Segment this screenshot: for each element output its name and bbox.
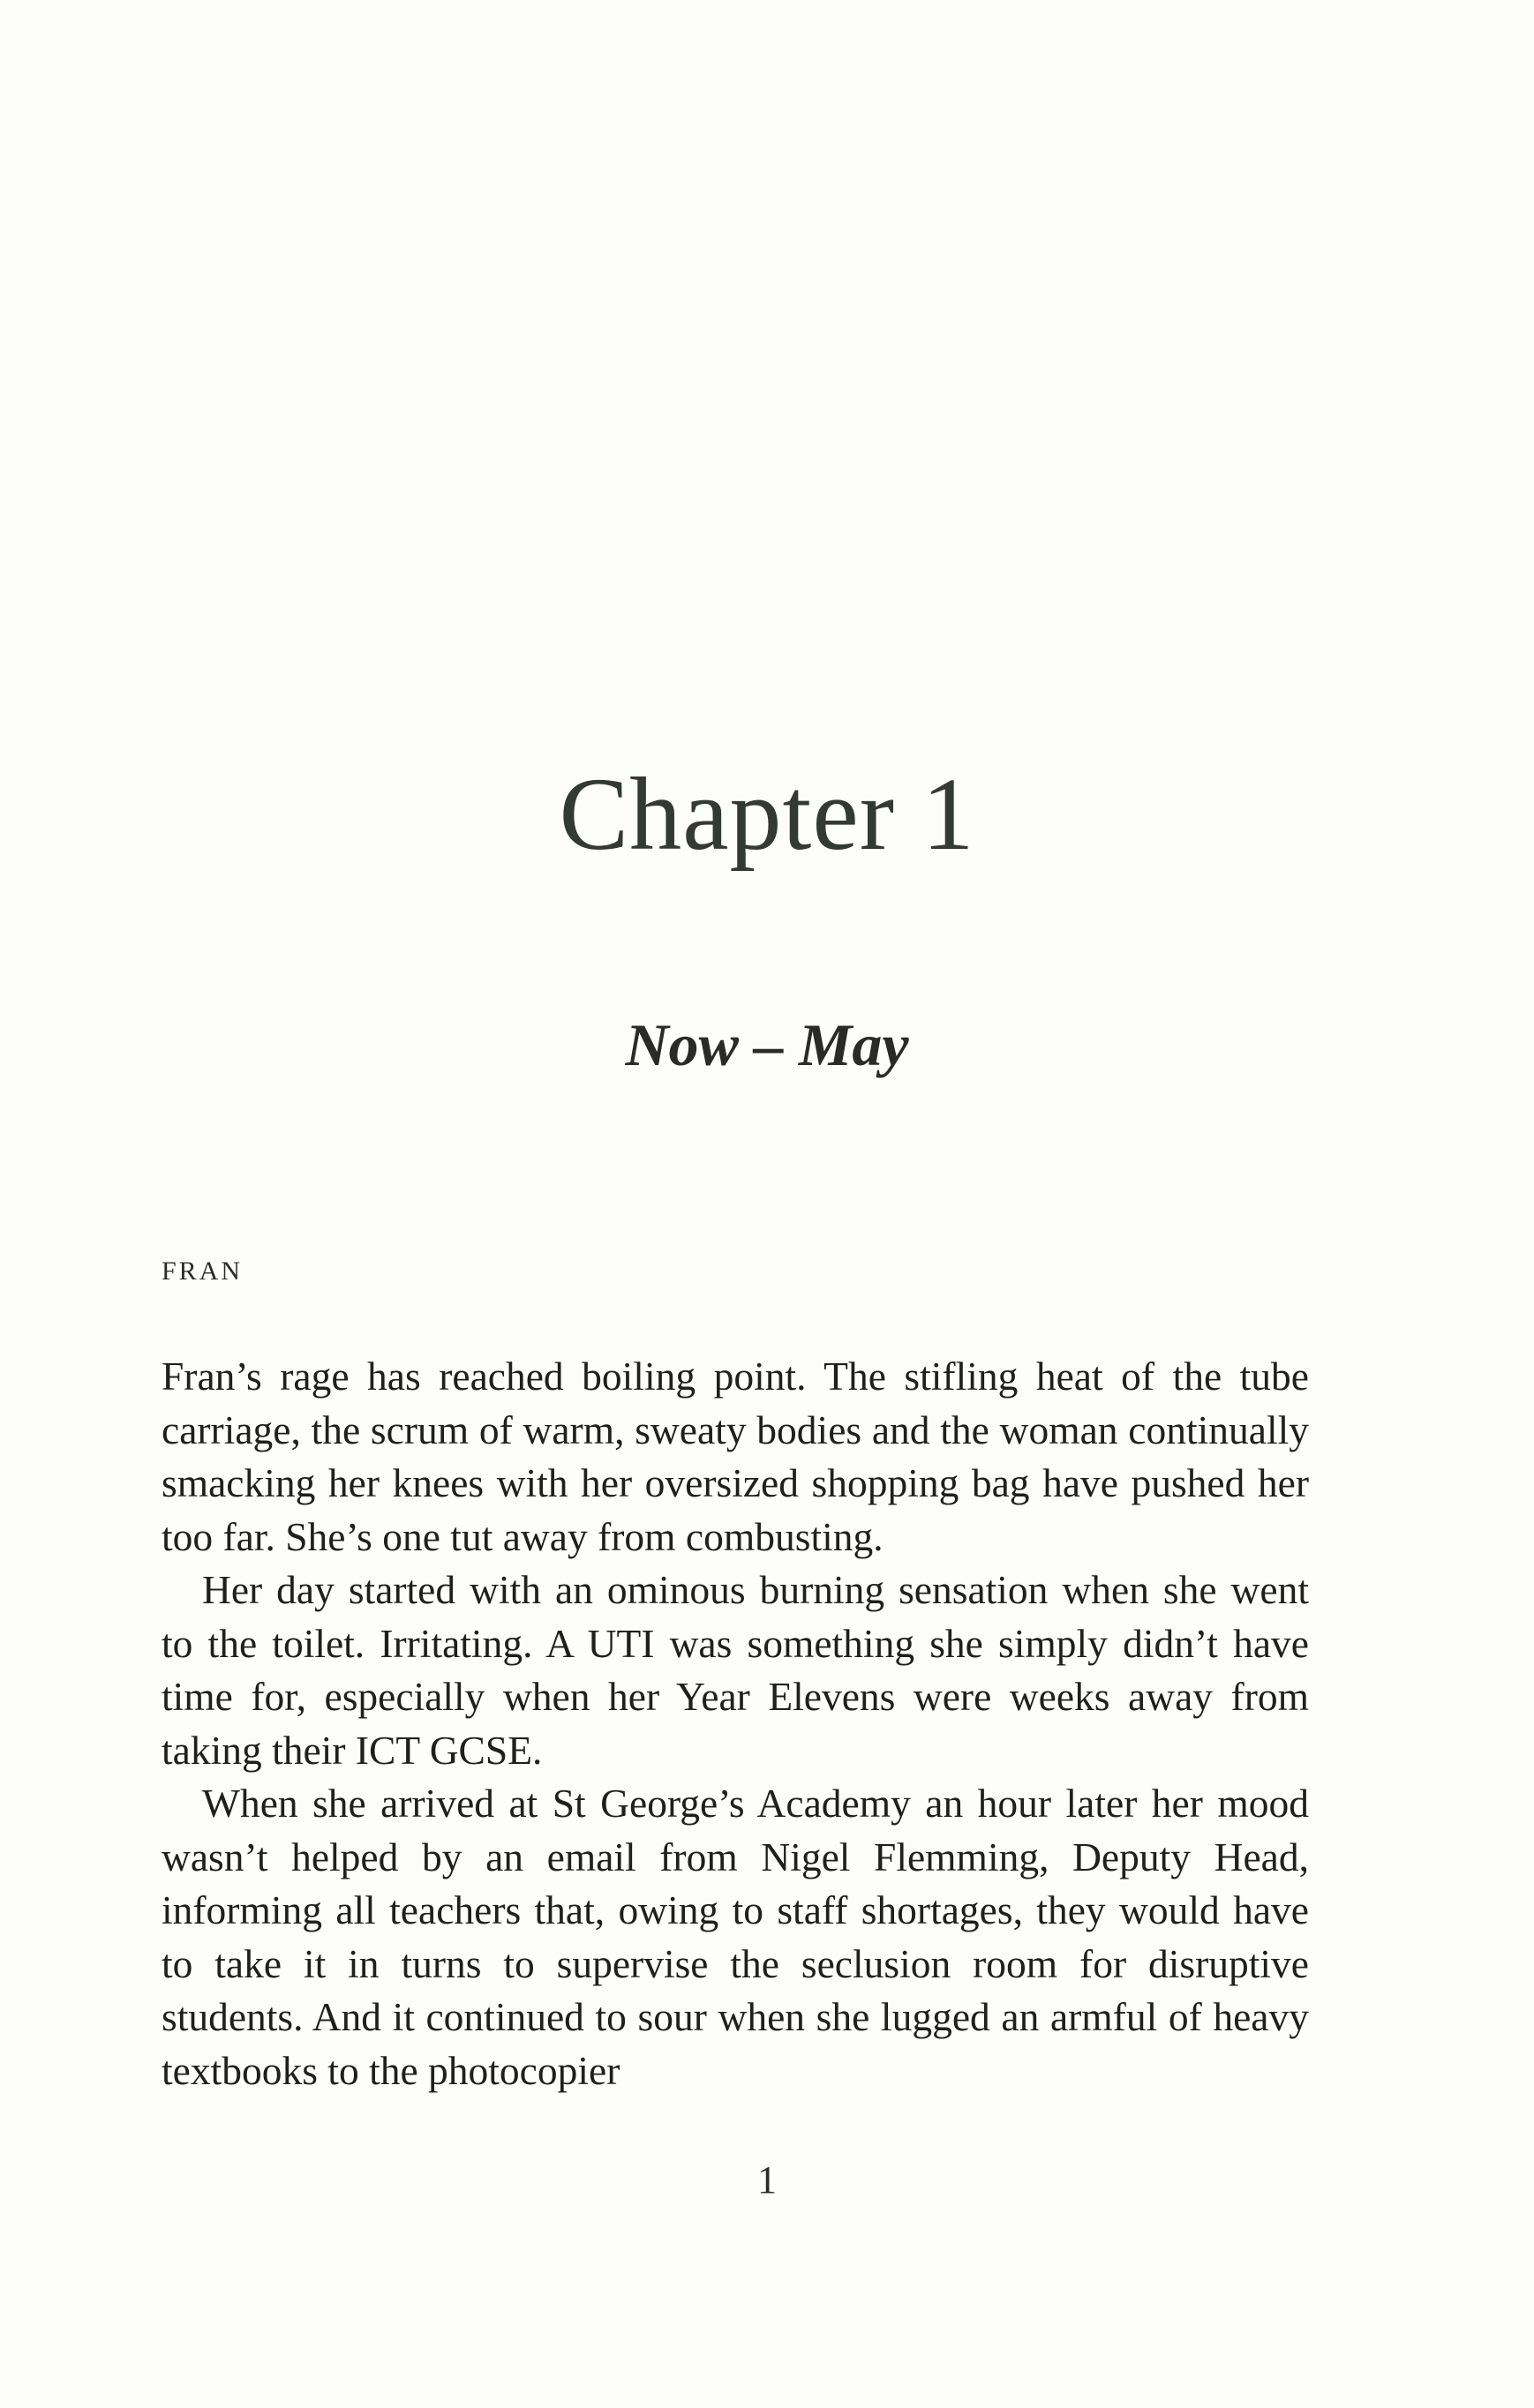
paragraph: Her day started with an ominous burning sensation when she went to the toilet. Irritating. A UTI was something she simply didn’t have time for, especially when her Year Elevens were weeks away from taking their ICT GCSE. xyxy=(162,1567,1309,1773)
page-number: 1 xyxy=(757,2158,777,2202)
body-text xyxy=(162,1350,1309,2097)
paragraph: Fran’s rage has reached boiling point. The stifling heat of the tube carriage, the scrum of warm, sweaty bodies and the woman continually smacking her knees with her oversized shopping bag have pushed her too far. She’s one tut away from combusting. xyxy=(162,1354,1309,1559)
paragraph: When she arrived at St George’s Academy an hour later her mood wasn’t helped by an email from Nigel Flemming, Deputy Head, informing all teachers that, owing to staff shortages, they would have to take it in turns to supervise the seclusion room for disruptive students. And it continued to sour when she lugged an armful of heavy textbooks to the photocopier xyxy=(162,1781,1309,2093)
chapter-title: Chapter 1 xyxy=(559,756,975,872)
section-label: FRAN xyxy=(162,1257,244,1286)
chapter-subtitle: Now – May xyxy=(625,1011,909,1078)
